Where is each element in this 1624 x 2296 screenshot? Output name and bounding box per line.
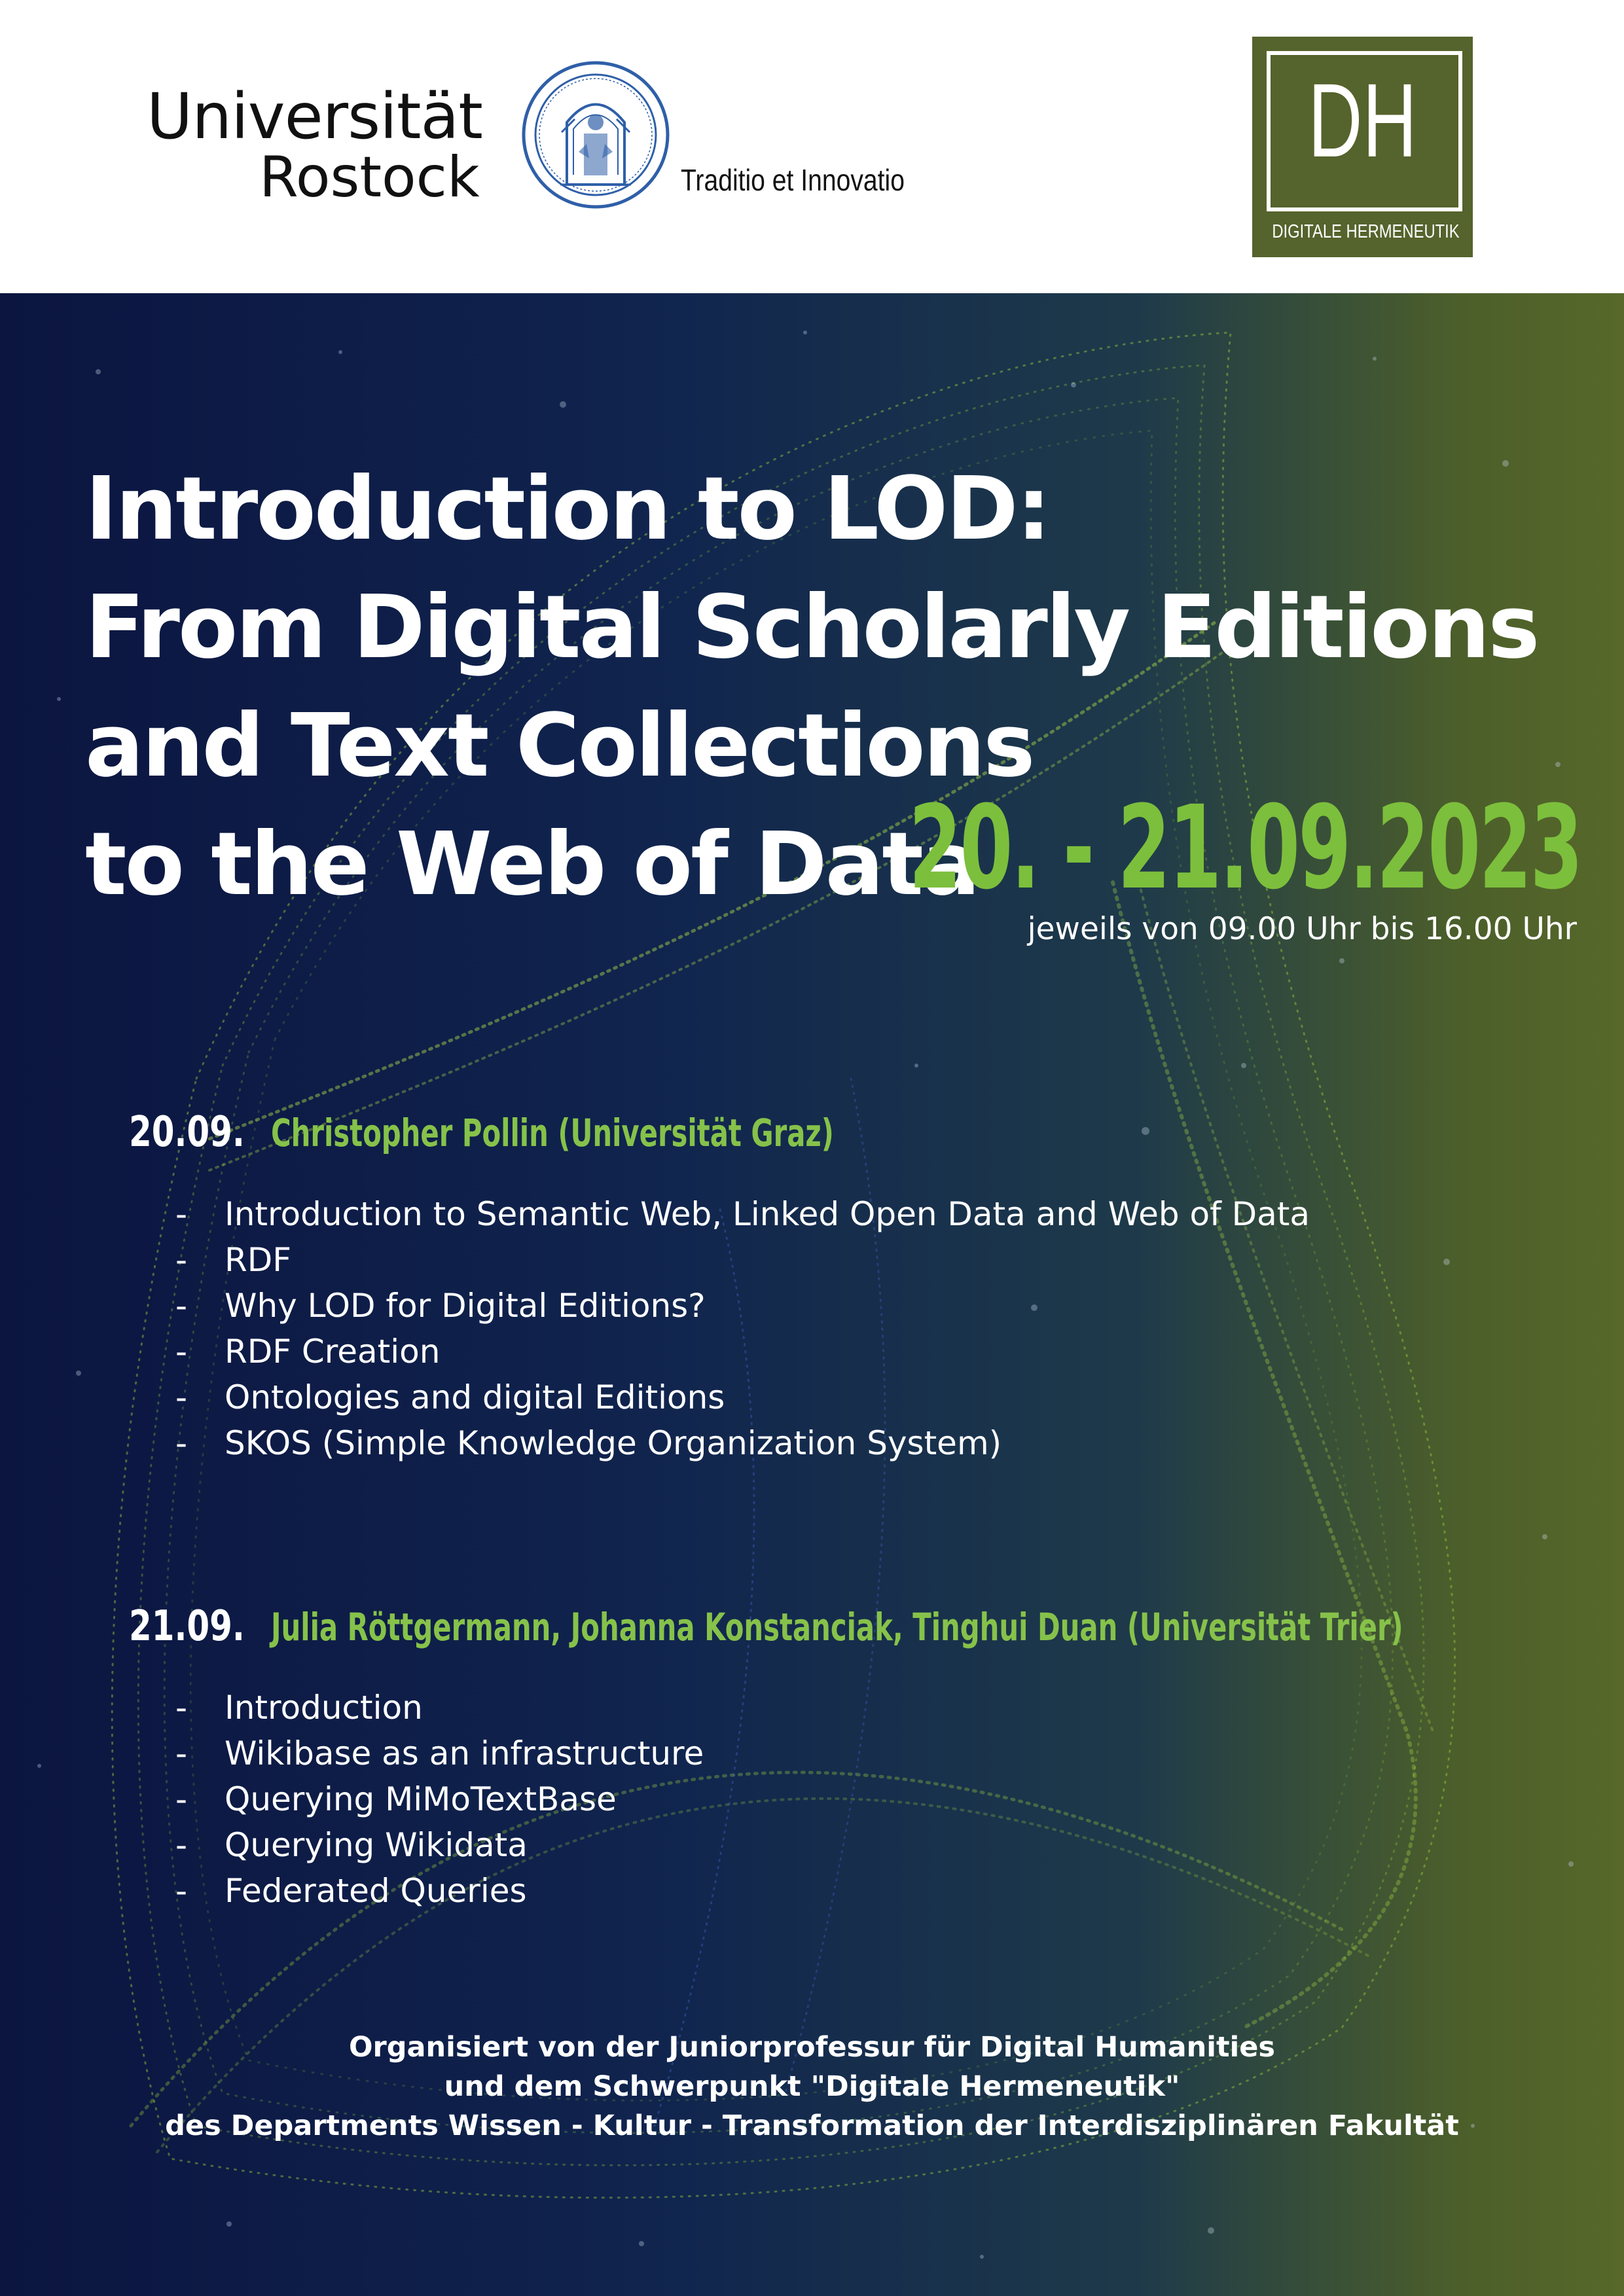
day-1-topics <box>175 1191 1310 1466</box>
footer-line: und dem Schwerpunkt "Digitale Hermeneutik" <box>444 2070 1180 2103</box>
university-seal-icon <box>521 60 670 209</box>
university-name-line1: Universität <box>147 80 482 153</box>
day-2-heading <box>129 1602 1624 1651</box>
event-date: 20. - 21.09.2023 <box>909 781 1581 915</box>
topic-item: - Why LOD for Digital Editions? <box>175 1283 1310 1329</box>
university-name-line2: Rostock <box>259 145 480 210</box>
day-2-speaker: Julia Röttgermann, Johanna Konstanciak, Tinghui Duan (Universität Trier) <box>271 1605 1403 1649</box>
university-wordmark <box>147 80 482 210</box>
poster-body <box>0 293 1624 2296</box>
footer-line: des Departments Wissen - Kultur - Transformation der Interdisziplinären Fakultät <box>165 2109 1459 2142</box>
day-1-speaker: Christopher Pollin (Universität Graz) <box>271 1111 835 1155</box>
topic-item: - RDF Creation <box>175 1329 1310 1374</box>
poster-header <box>0 0 1624 293</box>
day-1-heading <box>129 1108 1053 1157</box>
topic-item: - Introduction to Semantic Web, Linked Open Data and Web of Data <box>175 1191 1310 1237</box>
dh-logo-subtitle: DIGITALE HERMENEUTIK <box>1272 221 1460 242</box>
topic-item: - Wikibase as an infrastructure <box>175 1731 704 1776</box>
topic-item: - Federated Queries <box>175 1868 704 1914</box>
event-time: jeweils von 09.00 Uhr bis 16.00 Uhr <box>1027 911 1577 947</box>
organizer-footer <box>0 2028 1624 2145</box>
footer-line: Organisiert von der Juniorprofessur für Digital Humanities <box>348 2031 1276 2064</box>
topic-item: - Ontologies and digital Editions <box>175 1374 1310 1420</box>
day-2-topics <box>175 1685 704 1914</box>
topic-item: - RDF <box>175 1237 1310 1283</box>
event-title-line: From Digital Scholarly Editions <box>85 577 1538 678</box>
day-1-date: 20.09. <box>129 1108 245 1157</box>
event-title-line: Introduction to LOD: <box>85 459 1049 560</box>
day-2-date: 21.09. <box>129 1602 245 1651</box>
event-title-line: to the Web of Data <box>85 814 979 915</box>
topic-item: - Querying MiMoTextBase <box>175 1776 704 1822</box>
topic-item: - Introduction <box>175 1685 704 1731</box>
dh-logo <box>1252 37 1473 257</box>
topic-item: - SKOS (Simple Knowledge Organization System) <box>175 1420 1310 1466</box>
topic-item: - Querying Wikidata <box>175 1822 704 1868</box>
dh-logo-letters: DH <box>1308 62 1417 179</box>
university-motto: Traditio et Innovatio <box>681 163 905 197</box>
event-title-line: and Text Collections <box>85 696 1034 797</box>
